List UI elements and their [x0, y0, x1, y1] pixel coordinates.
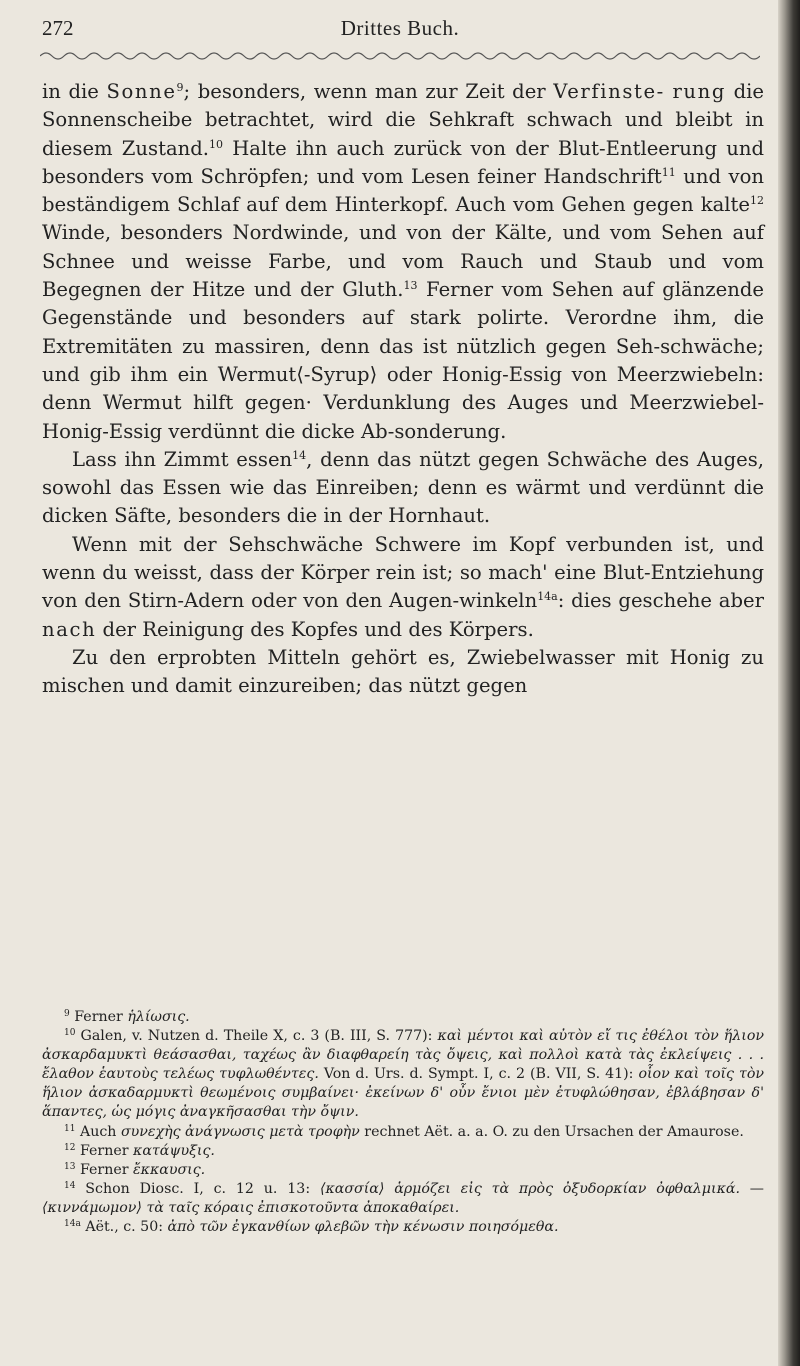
- text-run: der Reinigung des Kopfes und des Körpers.: [96, 617, 534, 641]
- footnote-text: rechnet Aët. a. a. O. zu den Ursachen der Amaurose.: [359, 1123, 744, 1140]
- footnote-text: Galen, v. Nutzen d. Theile X, c. 3 (B. III, S. 777):: [75, 1028, 438, 1045]
- footnote-number: 14a: [64, 1219, 81, 1230]
- paragraph-4: [42, 644, 764, 701]
- footnote-ref: 12: [750, 194, 764, 208]
- footnote-14a: [42, 1218, 764, 1237]
- footnotes: [42, 1008, 764, 1237]
- footnote-number: 9: [64, 1009, 70, 1019]
- spaced-word: nach: [42, 617, 97, 641]
- text-run: Zu den erprobten Mitteln gehört es, Zwiebelwasser mit Honig zu mischen und damit einzureiben; das nützt gegen: [42, 645, 764, 698]
- spaced-word: Verfinste-: [553, 80, 665, 103]
- footnote-ref: 14: [292, 448, 307, 462]
- footnote-text: Ferner: [75, 1161, 134, 1178]
- text-run: die Sonnenscheibe betrachtet, wird die Sehkraft schwach und bleibt in diesem Zustand.: [42, 80, 765, 160]
- greek-text: ἡλίωσις.: [127, 1009, 190, 1025]
- footnote-number: 10: [64, 1028, 76, 1039]
- footnote-text: Ferner: [75, 1142, 134, 1159]
- greek-text: συνεχὴς ἀνάγνωσις μετὰ τροφὴν: [120, 1123, 360, 1140]
- greek-text: ⟨κιννάμωμον⟩ τὰ ταῖς κόραις ἐπισκοτοῦντα ἀποκαθαίρει.: [42, 1199, 460, 1216]
- greek-text: ἀπὸ τῶν ἐγκανθίων φλεβῶν τὴν κένωσιν ποιησόμεθα.: [167, 1219, 559, 1236]
- scan-binding-edge: [778, 0, 800, 1366]
- footnote-text: Auch: [75, 1123, 121, 1140]
- text-run: und von beständigem Schlaf auf dem Hinterkopf. Auch vom Gehen gegen kalte: [42, 164, 764, 217]
- greek-text: κατάψυξις.: [133, 1142, 215, 1159]
- text-run: ; besonders, wenn man zur Zeit der: [183, 80, 554, 103]
- text-run: Winde, besonders Nordwinde, und von der Kälte, und vom Sehen auf Schnee und weisse Farbe, und vom Rauch und Staub und vom Begegnen der Hitze und der Gluth.: [42, 221, 764, 302]
- footnote-13: [42, 1161, 764, 1180]
- footnote-11: [42, 1123, 764, 1142]
- text-run: in die: [42, 80, 107, 103]
- footnote-number: 11: [64, 1123, 76, 1134]
- page-header: [42, 16, 758, 44]
- paragraph-3: [42, 531, 764, 644]
- spaced-word: rung: [672, 80, 727, 103]
- footnote-number: 12: [64, 1142, 76, 1153]
- footnote-text: Schon Diosc. I, c. 12 u. 13:: [75, 1180, 320, 1197]
- footnote-ref: 11: [661, 165, 676, 179]
- footnote-ref: 14a: [537, 590, 558, 604]
- greek-text: καὶ μέντοι καὶ αὐτὸν εἴ τις ἐθέλοι τὸν ἥλιον ἀσκαρδαμυκτὶ θεάσασθαι, ταχέως ἂν διαφθαρείη τὰς ὄψεις, καὶ πολλοὶ κατὰ τὰς ἐκλείψεις . . . ἔλαθον ἑαυτοὺς τελέως τυφλωθέντες.: [42, 1028, 764, 1083]
- footnote-10: [42, 1027, 764, 1122]
- running-head: Drittes Buch.: [340, 16, 460, 40]
- footnote-ref: 13: [403, 279, 418, 293]
- footnote-text: —: [739, 1180, 764, 1197]
- text-run: : dies geschehe aber: [557, 589, 764, 613]
- wavy-rule-ornament: [40, 50, 760, 62]
- main-text: [42, 78, 764, 701]
- greek-text: ἔκκαυσις.: [133, 1161, 206, 1178]
- footnote-ref: 9: [176, 81, 184, 94]
- footnote-14: [42, 1180, 764, 1218]
- footnote-number: 13: [64, 1161, 76, 1172]
- text-run: Lass ihn Zimmt essen: [72, 447, 293, 471]
- footnote-number: 14: [64, 1180, 76, 1191]
- paragraph-2: [42, 446, 764, 531]
- footnote-text: Von d. Urs. d. Sympt. I, c. 2 (B. VII, S. 41):: [318, 1066, 639, 1083]
- greek-text: ⟨κασσία⟩ ἁρμόζει εἰς τὰ πρὸς ὀξυδορκίαν ὀφθαλμικά.: [319, 1180, 740, 1197]
- footnote-ref: 10: [209, 137, 224, 151]
- page-number: 272: [42, 16, 74, 40]
- text-run: Ferner vom Sehen auf glänzende Gegenstände und besonders auf stark polirte. Verordne ihm, die Extremitäten zu massiren, denn das ist nützlich gegen Seh-schwäche; und gib ihm ein Wermut⟨-Syrup⟩ oder Honig-Essig von Meerzwiebeln: denn Wermut hilft gegen· Verdunklung des Auges und Meerzwiebel-Honig-Essig verdünnt die dicke Ab-sonderung.: [42, 278, 764, 443]
- footnote-9: [42, 1008, 764, 1027]
- spaced-word: Sonne: [106, 80, 177, 103]
- footnote-text: Ferner: [69, 1009, 128, 1025]
- text-run: Halte ihn auch zurück von der Blut-Entleerung und besonders vom Schröpfen; und vom Lesen feiner Handschrift: [42, 136, 764, 188]
- paragraph-1: [42, 78, 764, 446]
- footnote-12: [42, 1142, 764, 1161]
- text-run: , denn das nützt gegen Schwäche des Auges, sowohl das Essen wie das Einreiben; denn es wärmt und verdünnt die dicken Säfte, besonders die in der Hornhaut.: [42, 447, 765, 528]
- text-run: Wenn mit der Sehschwäche Schwere im Kopf verbunden ist, und wenn du weisst, dass der Körper rein ist; so mach' eine Blut-Entziehung von den Stirn-Adern oder von den Augen-winkeln: [42, 532, 764, 613]
- greek-text: οἷον καὶ τοῖς τὸν ἥλιον ἀσκαδαρμυκτὶ θεωμένοις συμβαίνει· ἐκείνων δ' οὖν ἔνιοι μὲν ἐτυφλώθησαν, ἐβλάβησαν δ' ἅπαντες, ὡς μόγις ἀναγκῆσασθαι τὴν ὄψιν.: [42, 1066, 764, 1121]
- footnote-text: Aët., c. 50:: [80, 1219, 168, 1236]
